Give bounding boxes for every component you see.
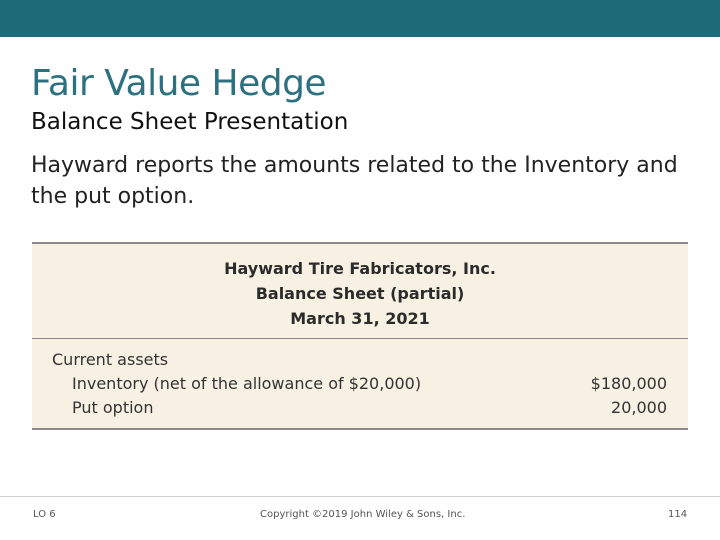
row-amount-inventory: $180,000 <box>590 374 667 393</box>
balance-sheet-header <box>32 256 688 331</box>
statement-date: March 31, 2021 <box>290 309 430 328</box>
slide-body-text: Hayward reports the amounts related to the Inventory and the put option. <box>31 153 678 209</box>
header-divider <box>32 338 688 339</box>
row-amount-put-option: 20,000 <box>611 398 667 417</box>
section-label-current-assets: Current assets <box>52 350 169 369</box>
row-label-inventory: Inventory (net of the allowance of $20,000) <box>72 374 422 393</box>
row-label-put-option: Put option <box>72 398 154 417</box>
slide-title: Fair Value Hedge <box>31 63 327 104</box>
slide-subtitle: Balance Sheet Presentation <box>31 109 349 135</box>
learning-objective-label: LO 6 <box>33 509 56 520</box>
top-banner <box>0 0 720 37</box>
company-name: Hayward Tire Fabricators, Inc. <box>224 259 496 278</box>
statement-name: Balance Sheet (partial) <box>255 284 465 303</box>
footer-divider <box>0 496 720 497</box>
balance-sheet-exhibit <box>32 242 688 430</box>
copyright-notice: Copyright ©2019 John Wiley & Sons, Inc. <box>260 509 466 520</box>
page-number: 114 <box>668 509 688 520</box>
